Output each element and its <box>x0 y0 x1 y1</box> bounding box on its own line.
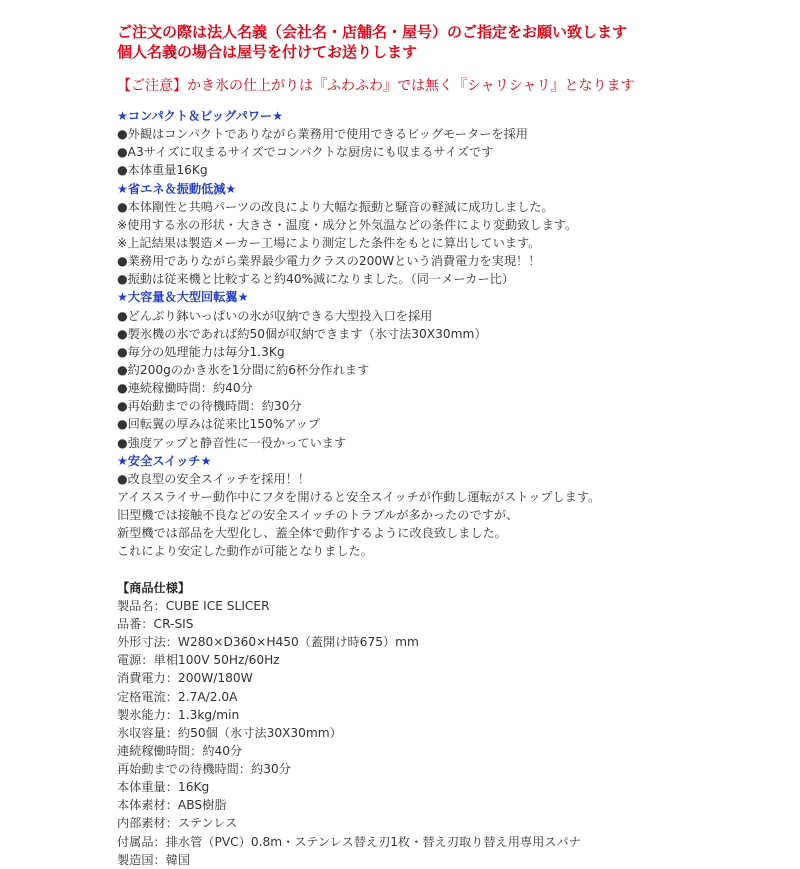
text-line: 付属品：排水管（PVC）0.8m・ステンレス替え刃1枚・替え刃取り替え用専用スパナ <box>117 834 581 849</box>
text-line: ●改良型の安全スイッチを採用！！ <box>117 471 310 486</box>
text-line: 消費電力：200W/180W <box>117 671 253 686</box>
text-line: 本体重量：16Kg <box>117 780 210 795</box>
text-line: ●連続稼働時間：約40分 <box>117 381 253 396</box>
spec-title: 【商品仕様】 <box>117 580 191 595</box>
text-line: ●業務用でありながら業界最少電力クラスの200Wという消費電力を実現！！ <box>117 254 541 269</box>
section-heading: ★省エネ＆振動低減★ <box>117 181 237 196</box>
section-heading: ★大容量＆大型回転翼★ <box>117 290 249 305</box>
order-name-notice: ご注文の際は法人名義（会社名・店舗名・屋号）のご指定をお願い致します <box>117 23 628 41</box>
text-line: ●外観はコンパクトでありながら業務用で使用できるビッグモーターを採用 <box>117 127 528 142</box>
text-line: 製氷能力：1.3kg/min <box>117 707 240 722</box>
text-line: ●A3サイズに収まるサイズでコンパクトな厨房にも収まるサイズです <box>117 145 494 160</box>
section-heading: ★安全スイッチ★ <box>117 453 212 468</box>
text-line: ●本体重量16Kg <box>117 163 208 178</box>
text-line: 氷収容量：約50個（氷寸法30X30mm） <box>117 725 342 740</box>
text-line: 外形寸法：W280×D360×H450（蓋開け時675）mm <box>117 635 419 650</box>
text-line: ●本体剛性と共鳴パーツの改良により大幅な振動と騒音の軽減に成功しました。 <box>117 199 554 214</box>
spacer <box>117 561 787 579</box>
text-line: 旧型機では接触不良などの安全スイッチのトラブルが多かったのですが、 <box>117 508 519 523</box>
text-line: 品番：CR-SIS <box>117 616 194 631</box>
text-line: 新型機では部品を大型化し、蓋全体で動作するように改良致しました。 <box>117 526 507 541</box>
feature-and-spec-list <box>117 107 787 869</box>
text-line: これにより安定した動作が可能となりました。 <box>117 544 373 559</box>
text-line: ※上記結果は製造メーカー工場により測定した条件をもとに算出しています。 <box>117 235 541 250</box>
section-heading: ★コンパクト＆ビッグパワー★ <box>117 109 284 123</box>
caution-notice: 【ご注意】かき氷の仕上がりは『ふわふわ』では無く『シャリシャリ』となります <box>117 78 635 94</box>
text-line: アイススライサー動作中にフタを開けると安全スイッチが作動し運転がストップします。 <box>117 489 601 504</box>
text-line: 電源：単相100V 50Hz/60Hz <box>117 653 280 668</box>
text-line: ●どんぶり鉢いっぱいの氷が収納できる大型投入口を採用 <box>117 308 433 323</box>
text-line: 本体素材：ABS樹脂 <box>117 798 227 813</box>
text-line: ●約200gのかき氷を1分間に約6杯分作れます <box>117 362 370 377</box>
text-line: ●再始動までの待機時間：約30分 <box>117 399 302 414</box>
text-line: 製品名：CUBE ICE SLICER <box>117 598 270 613</box>
text-line: ●毎分の処理能力は毎分1.3Kg <box>117 344 285 359</box>
text-line: 内部素材：ステンレス <box>117 816 238 831</box>
text-line: ●強度アップと静音性に一役かっています <box>117 435 347 450</box>
text-line: ●回転翼の厚みは従来比150%アップ <box>117 417 321 432</box>
text-line: 連続稼働時間：約40分 <box>117 743 243 758</box>
text-line: ●振動は従来機と比較すると約40%減になりました。（同一メーカー比） <box>117 272 515 287</box>
text-line: 再始動までの待機時間：約30分 <box>117 762 291 777</box>
individual-name-notice: 個人名義の場合は屋号を付けてお送りします <box>117 43 418 61</box>
text-line: ※使用する氷の形状・大きさ・温度・成分と外気温などの条件により変動致します。 <box>117 217 578 232</box>
text-line: ●製氷機の氷であれば約50個が収納できます（氷寸法30X30mm） <box>117 326 487 341</box>
text-line: 定格電流：2.7A/2.0A <box>117 689 238 704</box>
text-line: 製造国：韓国 <box>117 852 191 867</box>
